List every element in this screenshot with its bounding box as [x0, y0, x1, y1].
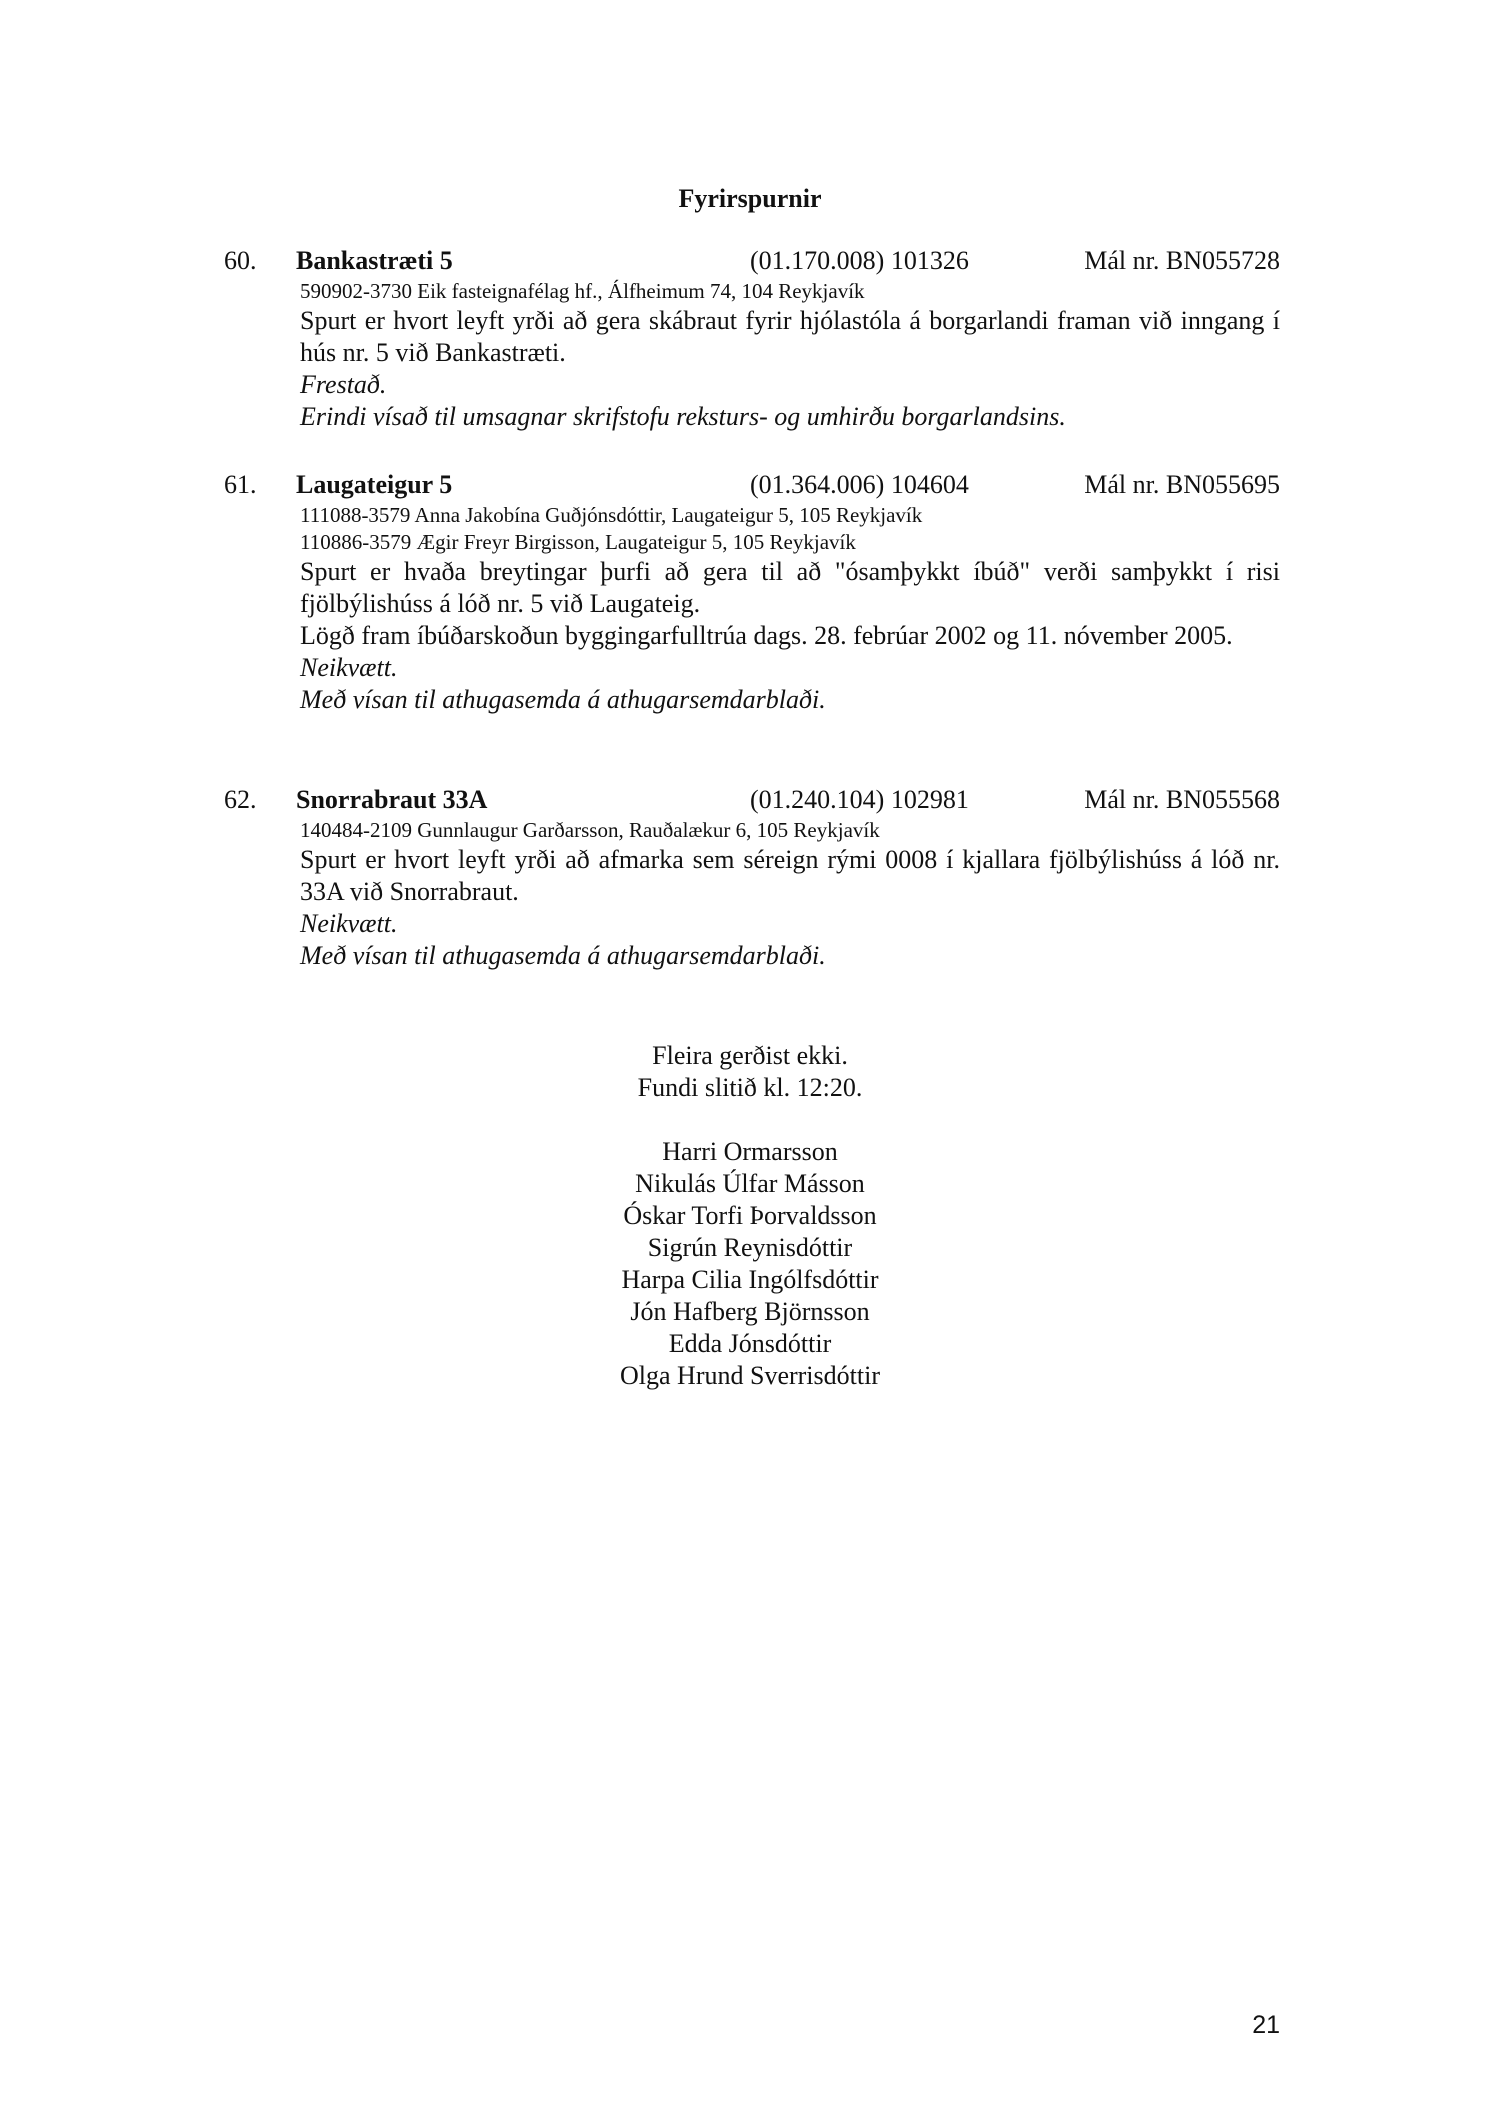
case-description: Spurt er hvort leyft yrði að gera skábraut fyrir hjólastóla á borgarlandi framan við inngang í hús nr. 5 við Bankastræti.: [300, 306, 1280, 367]
case-description: Lögð fram íbúðarskoðun byggingarfulltrúa dags. 28. febrúar 2002 og 11. nóvember 2005.: [300, 621, 1233, 650]
page-number: 21: [1252, 2011, 1280, 2039]
applicant-line: 140484-2109 Gunnlaugur Garðarsson, Rauðalækur 6, 105 Reykjavík: [300, 818, 880, 842]
attendee-name: Olga Hrund Sverrisdóttir: [620, 1361, 880, 1390]
attendee-name: Edda Jónsdóttir: [668, 1329, 832, 1358]
applicant-line: 590902-3730 Eik fasteignafélag hf., Álfheimum 74, 104 Reykjavík: [300, 279, 865, 303]
case-address: Bankastræti 5: [296, 246, 453, 275]
case-item-header: [224, 244, 1280, 278]
attendee-name: Harpa Cilia Ingólfsdóttir: [621, 1265, 879, 1294]
case-decision-note: Erindi vísað til umsagnar skrifstofu reksturs- og umhirðu borgarlandsins.: [300, 402, 1066, 431]
attendee-name: Sigrún Reynisdóttir: [647, 1233, 853, 1262]
attendee-name: Óskar Torfi Þorvaldsson: [623, 1201, 877, 1230]
case-lot-id: (01.170.008) 101326: [750, 246, 969, 275]
case-lot-id: (01.364.006) 104604: [750, 470, 969, 499]
case-lot-id: (01.240.104) 102981: [750, 785, 969, 814]
closing-line: Fleira gerðist ekki.: [652, 1041, 848, 1070]
case-reference: Mál nr. BN055695: [1084, 470, 1280, 499]
case-body: [300, 502, 1280, 716]
case-decision-note: Með vísan til athugasemda á athugarsemdarblaði.: [300, 941, 826, 970]
attendee-name: Nikulás Úlfar Másson: [635, 1169, 865, 1198]
applicant-line: 110886-3579 Ægir Freyr Birgisson, Laugateigur 5, 105 Reykjavík: [300, 530, 856, 554]
attendee-list: [0, 1136, 1500, 1392]
case-reference: Mál nr. BN055568: [1084, 785, 1280, 814]
case-address: Laugateigur 5: [296, 470, 453, 499]
case-number: 60.: [224, 246, 257, 275]
closing-line: Fundi slitið kl. 12:20.: [637, 1073, 863, 1102]
attendee-name: Jón Hafberg Björnsson: [630, 1297, 870, 1326]
case-number: 61.: [224, 470, 257, 499]
case-item-61: [224, 468, 1280, 716]
case-address: Snorrabraut 33A: [296, 785, 488, 814]
case-decision-note: Með vísan til athugasemda á athugarsemdarblaði.: [300, 685, 826, 714]
case-decision: Neikvætt.: [300, 909, 398, 938]
case-item-header: [224, 783, 1280, 817]
case-description: Spurt er hvort leyft yrði að afmarka sem séreign rými 0008 í kjallara fjölbýlishúss á lóð nr. 33A við Snorrabraut.: [300, 845, 1280, 906]
case-decision: Neikvætt.: [300, 653, 398, 682]
case-body: [300, 278, 1280, 433]
case-item-62: [224, 783, 1280, 972]
case-body: [300, 817, 1280, 972]
case-decision: Frestað.: [300, 370, 387, 399]
attendee-name: Harri Ormarsson: [662, 1137, 838, 1166]
case-reference: Mál nr. BN055728: [1084, 246, 1280, 275]
section-title: Fyrirspurnir: [678, 184, 822, 213]
case-item-60: [224, 244, 1280, 433]
case-description: Spurt er hvaða breytingar þurfi að gera til að "ósamþykkt íbúð" verði samþykkt í risi fjölbýlishúss á lóð nr. 5 við Laugateig.: [300, 557, 1280, 618]
applicant-line: 111088-3579 Anna Jakobína Guðjónsdóttir, Laugateigur 5, 105 Reykjavík: [300, 503, 923, 527]
case-number: 62.: [224, 785, 257, 814]
closing-remarks: [0, 1040, 1500, 1104]
case-item-header: [224, 468, 1280, 502]
